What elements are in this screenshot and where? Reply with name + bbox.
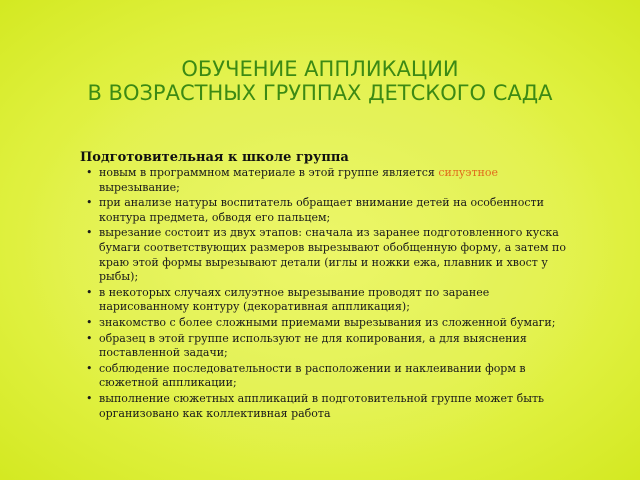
slide-title-line-2: В ВОЗРАСТНЫХ ГРУППАХ ДЕТСКОГО САДА (87, 81, 553, 105)
list-item-text: в некоторых случаях силуэтное вырезывание проводят по заранее нарисованному контуру (декоративная аппликация); (99, 285, 490, 314)
list-item (80, 166, 580, 195)
slide-title (20, 57, 620, 105)
bullet-icon: • (86, 361, 93, 375)
list-item-text: новым в программном материале в этой группе является (99, 166, 439, 179)
bullet-icon: • (86, 331, 93, 345)
list-item (80, 332, 580, 361)
bullet-icon: • (86, 196, 93, 210)
list-item (80, 196, 580, 225)
group-subtitle: Подготовительная к школе группа (80, 150, 349, 165)
highlighted-term: силуэтное (438, 166, 499, 179)
list-item-text: знакомство с более сложными приемами вырезывания из сложенной бумаги; (99, 315, 556, 329)
list-item-text: при анализе натуры воспитатель обращает внимание детей на особенности контура предмета, обводя его пальцем; (99, 196, 544, 224)
bullet-icon: • (86, 315, 93, 329)
list-item (80, 226, 580, 284)
list-item (80, 362, 580, 391)
list-item-text: вырезывание; (99, 180, 180, 194)
bullet-list (80, 166, 580, 421)
list-item (80, 316, 580, 331)
list-item (80, 392, 580, 421)
bullet-icon: • (86, 285, 93, 299)
content-block (80, 150, 580, 422)
slide-title-line-1: ОБУЧЕНИЕ АППЛИКАЦИИ (181, 57, 459, 81)
list-item (80, 286, 580, 315)
list-item-text: выполнение сюжетных аппликаций в подготовительной группе может быть организовано как коллективная работа (99, 391, 545, 420)
list-item-text: вырезание состоит из двух этапов: сначала из заранее подготовленного куска бумаги соответствующих размеров вырезывают обобщенную форму, а затем по краю этой формы вырезывают детали (иглы и ножки ежа, плавник и хвост у рыбы); (99, 226, 566, 284)
bullet-icon: • (86, 166, 93, 179)
list-item-text: соблюдение последовательности в расположении и наклеивании форм в сюжетной аппликации; (99, 361, 526, 390)
list-item-text: образец в этой группе используют не для копирования, а для выяснения поставленной задачи; (99, 331, 527, 360)
bullet-icon: • (86, 226, 93, 240)
bullet-icon: • (86, 391, 93, 405)
